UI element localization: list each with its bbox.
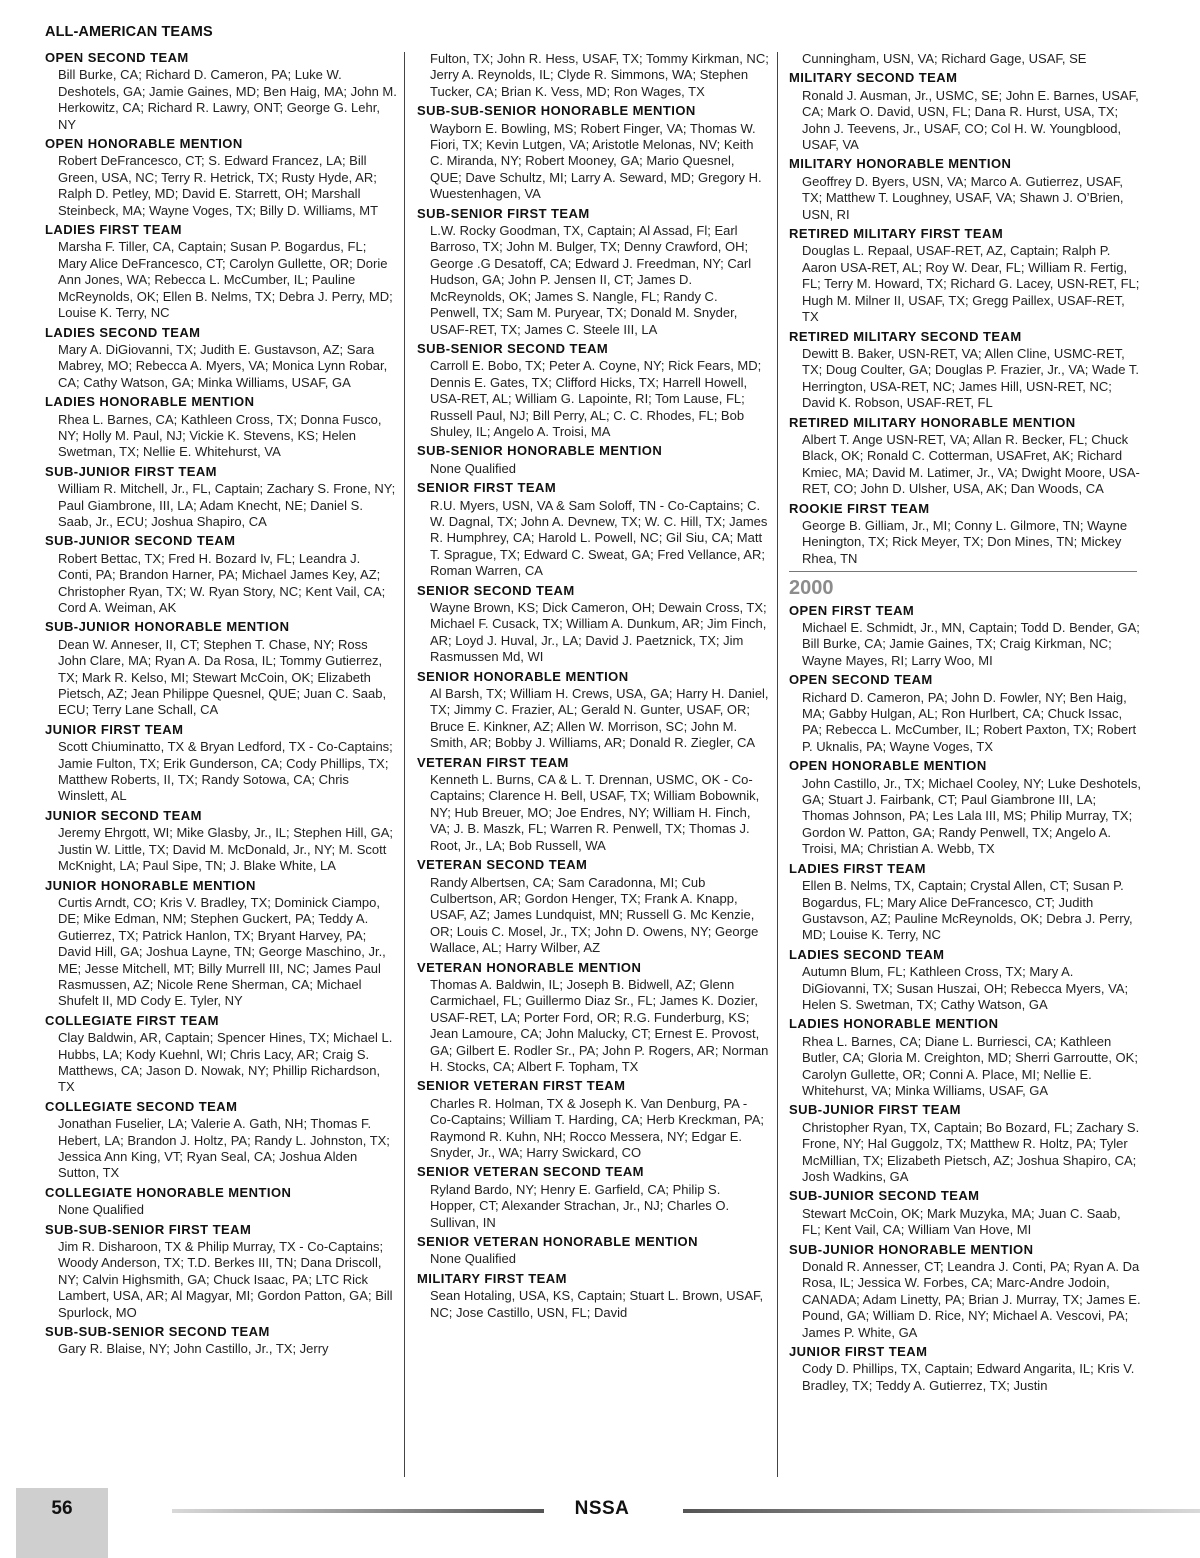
team-title: SENIOR VETERAN FIRST TEAM — [417, 1078, 626, 1094]
team-section — [417, 669, 769, 752]
team-members: Ronald J. Ausman, Jr., USMC, SE; John E. Barnes, USAF, CA; Mark O. David, USN, FL; Dana R. Hurst, USA, TX; John J. Teevens, Jr., USAF, CO; Col H. W. Youngblood, USAF, VA — [802, 87, 1139, 153]
year-divider — [789, 571, 1137, 572]
team-section — [417, 1271, 769, 1321]
team-members: Wayne Brown, KS; Dick Cameron, OH; Dewain Cross, TX; Michael F. Cusack, TX; William A. Dunkum, AR; Jim Finch, AR; Loyd J. Huval, Jr., LA; David J. Paetznick, TX; Jim Rasmussen Md, WI — [430, 600, 767, 665]
team-title: COLLEGIATE FIRST TEAM — [45, 1012, 219, 1028]
team-members: None Qualified — [58, 1202, 144, 1218]
team-title: LADIES SECOND TEAM — [45, 324, 201, 340]
team-members: Fulton, TX; John R. Hess, USAF, TX; Tommy Kirkman, NC; Jerry A. Reynolds, IL; Clyde R. Simmons, WA; Stephen Tucker, CA; Brian K. Vess, MD; Ron Wages, TX — [430, 51, 769, 99]
team-title: LADIES SECOND TEAM — [789, 946, 945, 962]
team-title: LADIES FIRST TEAM — [789, 860, 926, 876]
team-title: OPEN SECOND TEAM — [45, 50, 189, 65]
team-title: LADIES HONORABLE MENTION — [45, 394, 255, 410]
team-section — [789, 1242, 1141, 1341]
team-members: Carroll E. Bobo, TX; Peter A. Coyne, NY; Rick Fears, MD; Dennis E. Gates, TX; Clifford Hicks, TX; Harrell Howell, USA-RET, AL; William G. Lapointe, RI; Tom Lause, FL; Russell Paul, NJ; Bill Perry, AL; C. C. Rhodes, FL; Bob Shuley, IL; Angelo A. Troisi, MA — [430, 358, 762, 439]
team-members: Jeremy Ehrgott, WI; Mike Glasby, Jr., IL; Stephen Hill, GA; Justin W. Little, TX; David M. McDonald, Jr., NY; M. Scott McKnight, LA; Paul Sipe, TN; J. Blake White, LA — [58, 825, 393, 874]
team-title: JUNIOR FIRST TEAM — [45, 721, 184, 737]
team-title: VETERAN SECOND TEAM — [417, 857, 588, 873]
year-heading: 2000 — [789, 577, 834, 600]
team-title: MILITARY HONORABLE MENTION — [789, 156, 1012, 172]
page-number: 56 — [51, 1498, 73, 1519]
team-section — [417, 1078, 769, 1161]
team-members: Cunningham, USN, VA; Richard Gage, USAF, SE — [802, 51, 1087, 66]
team-title: SUB-SENIOR SECOND TEAM — [417, 340, 609, 356]
team-section — [417, 1234, 769, 1268]
team-section — [789, 861, 1141, 944]
team-section — [45, 50, 397, 133]
team-members: Al Barsh, TX; William H. Crews, USA, GA; Harry H. Daniel, TX; Jimmy C. Frazier, AL; Gerald N. Gunter, USAF, OR; Bruce E. Kinkner, AZ; Allen W. Morrison, SC; John M. Smith, AR; Bobby J. Williams, AR; Donald R. Ziegler, CA — [430, 686, 769, 751]
team-section — [45, 619, 397, 718]
team-title: SENIOR FIRST TEAM — [417, 480, 557, 496]
team-title: JUNIOR HONORABLE MENTION — [45, 877, 256, 893]
team-title: SUB-SENIOR FIRST TEAM — [417, 205, 590, 221]
team-section — [417, 960, 769, 1076]
team-section — [45, 808, 397, 875]
team-members: Ellen B. Nelms, TX, Captain; Crystal Allen, CT; Susan P. Bogardus, FL; Mary Alice DeFrancesco, CT; Judith Gustavson, AZ; Pauline McReynolds, OK; Debra J. Perry, MD; Louise K. Terry, NC — [802, 878, 1133, 943]
team-members: Jonathan Fuselier, LA; Valerie A. Gath, NH; Thomas F. Hebert, LA; Brandon J. Holtz, PA; Randy L. Johnston, TX; Jessica Ann King, VT; Ryan Seal, CA; Joshua Alden Sutton, TX — [58, 1116, 390, 1181]
team-members: Gary R. Blaise, NY; John Castillo, Jr., TX; Jerry — [58, 1341, 329, 1357]
team-section — [789, 672, 1141, 755]
team-members: Randy Albertsen, CA; Sam Caradonna, MI; Cub Culbertson, AR; Gordon Henger, TX; Frank A. Knapp, USAF, AZ; James Lundquist, MN; Russell G. Mc Kenzie, OR; Louis C. Mosel, Jr., TX; John D. Owens, NY; George Wallace, AL; Harry Wilber, AZ — [430, 874, 759, 956]
team-members: John Castillo, Jr., TX; Michael Cooley, NY; Luke Deshotels, GA; Stuart J. Fairbank, CT; Paul Giambrone III, LA; Thomas Johnson, PA; Les Lala III, MS; Philip Murray, TX; Gordon W. Patton, GA; Randy Penwell, TX; Angelo A. Troisi, MA; Christian A. Webb, TX — [802, 775, 1141, 857]
team-section — [789, 603, 1141, 670]
team-section — [789, 329, 1141, 412]
team-section — [45, 222, 397, 321]
team-members: Bill Burke, CA; Richard D. Cameron, PA; Luke W. Deshotels, GA; Jamie Gaines, MD; Ben Haig, MA; John M. Herkowitz, CA; Richard R. Lawry, ONT; George G. Lehr, NY — [58, 67, 397, 132]
team-section — [417, 755, 769, 854]
team-title: RETIRED MILITARY SECOND TEAM — [789, 328, 1022, 344]
team-section — [789, 415, 1141, 498]
team-members: Scott Chiuminatto, TX & Bryan Ledford, TX - Co-Captains; Jamie Fulton, TX; Erik Gunderson, CA; Cody Phillips, TX; Matthew Roberts, II, TX; Randy Sotowa, CA; Chris Winslett, AL — [58, 739, 393, 804]
team-title: VETERAN HONORABLE MENTION — [417, 959, 642, 975]
team-section — [789, 758, 1141, 857]
team-title: SENIOR VETERAN HONORABLE MENTION — [417, 1234, 698, 1250]
team-members: R.U. Myers, USN, VA & Sam Soloff, TN - Co-Captains; C. W. Dagnal, TX; John A. Devnew, TX; W. C. Hill, TX; James R. Humphrey, CA; Harold L. Powell, NC; Gil Siu, CA; Matt T. Sprague, TX; Edward C. Sweat, GA; Fred Vellance, AR; Roman Warren, CA — [430, 497, 768, 579]
team-title: VETERAN FIRST TEAM — [417, 754, 569, 770]
team-members: Charles R. Holman, TX & Joseph K. Van Denburg, PA - Co-Captains; William T. Harding, CA; Herb Kreckman, PA; Raymond R. Kuhn, NH; Rocco Messera, NY; Edgar E. Snyder, Jr., WA; Harry Swickard, CO — [430, 1095, 765, 1160]
team-section — [45, 394, 397, 461]
team-section — [45, 722, 397, 805]
team-section — [45, 1013, 397, 1096]
team-title: SUB-JUNIOR FIRST TEAM — [789, 1102, 961, 1118]
team-members: Christopher Ryan, TX, Captain; Bo Bozard, FL; Zachary S. Frone, NY; Hal Guggolz, TX; Matthew R. Holtz, PA; Tyler McMillian, TX; Elizabeth Pietsch, AZ; Joshua Shapiro, CA; Josh Wadkins, GA — [802, 1119, 1140, 1184]
team-members: Clay Baldwin, AR, Captain; Spencer Hines, TX; Michael L. Hubbs, LA; Kody Kuehnl, WI; Chris Lacy, AR; Craig S. Matthews, CA; Jason D. Nowak, NY; Phillip Richardson, TX — [58, 1030, 393, 1095]
team-title: OPEN HONORABLE MENTION — [45, 136, 243, 152]
team-members: Dean W. Anneser, II, CT; Stephen T. Chase, NY; Ross John Clare, MA; Ryan A. Da Rosa, IL; Tommy Gutierrez, TX; Mark R. Kelso, MI; Stewart McCoin, OK; Elizabeth Pietsch, AZ; Jean Philippe Quesnel, QUE; Juan C. Saab, ECU; Terry Lane Schall, CA — [58, 636, 387, 718]
team-section — [417, 51, 769, 100]
team-title: COLLEGIATE HONORABLE MENTION — [45, 1184, 292, 1200]
team-section — [45, 1099, 397, 1182]
team-section — [789, 947, 1141, 1014]
team-members: Sean Hotaling, USA, KS, Captain; Stuart L. Brown, USAF, NC; Jose Castillo, USN, FL; David — [430, 1288, 764, 1320]
team-title: OPEN FIRST TEAM — [789, 602, 915, 618]
footer-rule — [172, 1509, 544, 1513]
footer-brand: NSSA — [574, 1498, 630, 1519]
team-title: SUB-JUNIOR HONORABLE MENTION — [45, 619, 290, 635]
team-title: SENIOR HONORABLE MENTION — [417, 668, 629, 684]
team-section — [417, 206, 769, 338]
column-divider — [404, 52, 405, 1477]
team-section — [789, 1102, 1141, 1185]
team-members: Richard D. Cameron, PA; John D. Fowler, NY; Ben Haig, MA; Gabby Hulgan, AL; Ron Hurlbert, CA; Chuck Issac, PA; Rebecca L. McCumber, IL; Robert Paxton, TX; Robert P. Uknalis, PA; Wayne Voges, TX — [802, 689, 1137, 754]
team-members: Rhea L. Barnes, CA; Kathleen Cross, TX; Donna Fusco, NY; Holly M. Paul, NJ; Vickie K. Stevens, KS; Helen Swetman, TX; Nellie E. Whitehurst, VA — [58, 411, 382, 460]
team-members: Autumn Blum, FL; Kathleen Cross, TX; Mary A. DiGiovanni, TX; Susan Huszai, OH; Rebecca Myers, VA; Helen S. Swetman, TX; Cathy Watson, GA — [802, 964, 1129, 1012]
page-heading: ALL-AMERICAN TEAMS — [45, 24, 213, 40]
team-title: SUB-SENIOR HONORABLE MENTION — [417, 443, 663, 459]
column-2 — [417, 51, 769, 1324]
team-title: MILITARY SECOND TEAM — [789, 70, 958, 86]
team-section — [789, 1344, 1141, 1394]
team-title: JUNIOR FIRST TEAM — [789, 1344, 928, 1360]
team-section — [417, 857, 769, 956]
team-section — [789, 51, 1141, 67]
team-title: JUNIOR SECOND TEAM — [45, 807, 202, 823]
team-members: Curtis Arndt, CO; Kris V. Bradley, TX; Dominick Ciampo, DE; Mike Edman, NM; Stephen Guckert, PA; Teddy A. Gutierrez, TX; Patrick Hanlon, TX; Bryant Harvey, PA; David Hill, GA; Joshua Layne, TN; George Maschino, Jr., ME; Jesse Mitchell, MT; Billy Murrell III, NC; James Paul Rasmussen, AZ; Nicole Rene Sherman, CA; Michael Shufelt II, MD Cody E. Tyler, NY — [58, 894, 386, 1009]
team-title: MILITARY FIRST TEAM — [417, 1270, 567, 1286]
team-members: Albert T. Ange USN-RET, VA; Allan R. Becker, FL; Chuck Black, OK; Ronald C. Cotterman, USAFret, AK; Richard Kmiec, MA; David M. Latimer, Jr., VA; Dwight Moore, USA-RET, CO; John D. Ulsher, USA, AK; Dan Woods, CA — [802, 431, 1140, 497]
footer-rule — [683, 1509, 1200, 1513]
team-members: Donald R. Annesser, CT; Leandra J. Conti, PA; Ryan A. Da Rosa, IL; Jessica W. Forbes, CA; Marc-Andre Jodoin, CANADA; Adam Linetty, PA; Brian J. Murray, TX; James E. Pound, GA; William D. Rice, NY; Michael A. Vescovi, PA; James P. White, GA — [802, 1259, 1141, 1340]
team-section — [789, 226, 1141, 325]
team-section — [45, 464, 397, 531]
team-members: Dewitt B. Baker, USN-RET, VA; Allen Cline, USMC-RET, TX; Doug Coulter, GA; Douglas P. Frazier, Jr., VA; Wade T. Herrington, USA-RET, NC; James Hill, USN-RET, NC; David K. Robson, USAF-RET, FL — [802, 345, 1139, 411]
team-title: SUB-JUNIOR SECOND TEAM — [789, 1188, 980, 1204]
team-section — [789, 1188, 1141, 1238]
team-section — [45, 1324, 397, 1358]
team-members: Michael E. Schmidt, Jr., MN, Captain; Todd D. Bender, GA; Bill Burke, CA; Jamie Gaines, TX; Craig Kirkman, NC; Wayne Mayes, RI; Larry Woo, MI — [802, 620, 1140, 668]
team-title: SENIOR VETERAN SECOND TEAM — [417, 1164, 644, 1180]
team-members: Kenneth L. Burns, CA & L. T. Drennan, USMC, OK - Co-Captains; Clarence H. Bell, USAF, TX; William Bobownik, NY; Hub Breuer, MO; Joe Endres, NY; William H. Finch, VA; J. B. Maszk, FL; Warren R. Penwell, TX; Thomas J. Root, Jr., LA; Bob Russell, WA — [430, 772, 760, 853]
team-title: ROOKIE FIRST TEAM — [789, 500, 930, 516]
team-section — [417, 341, 769, 440]
team-title: SUB-JUNIOR HONORABLE MENTION — [789, 1241, 1034, 1257]
team-members: Wayborn E. Bowling, MS; Robert Finger, VA; Thomas W. Fiori, TX; Kevin Lutgen, VA; Aristotle Melonas, NV; Keith C. Miranda, NY; Robert Mooney, GA; Mario Quesnel, QUE; Dave Schultz, MI; Larry A. Seward, MD; Gregory H. Wuestenhagen, VA — [430, 120, 762, 202]
team-members: Stewart McCoin, OK; Mark Muzyka, MA; Juan C. Saab, FL; Kent Vail, CA; William Van Hove, MI — [802, 1205, 1121, 1238]
team-section — [45, 533, 397, 616]
team-section — [417, 1164, 769, 1231]
team-title: SUB-SUB-SENIOR HONORABLE MENTION — [417, 103, 696, 119]
team-section — [417, 443, 769, 477]
team-section — [45, 1222, 397, 1321]
team-section — [45, 878, 397, 1010]
team-members: Geoffrey D. Byers, USN, VA; Marco A. Gutierrez, USAF, TX; Matthew T. Loughney, USAF, VA; Shawn J. O’Brien, USN, RI — [802, 173, 1124, 222]
team-members: Rhea L. Barnes, CA; Diane L. Burriesci, CA; Kathleen Butler, CA; Gloria M. Creighton, MD; Sherri Garroutte, OK; Carolyn Gullette, OR; Conni A. Place, MI; Nellie E. Whitehurst, VA; Minka Williams, USAF, GA — [802, 1033, 1138, 1098]
team-section — [789, 156, 1141, 223]
team-title: RETIRED MILITARY FIRST TEAM — [789, 226, 1004, 242]
team-members: Robert DeFrancesco, CT; S. Edward Francez, LA; Bill Green, USA, NC; Terry R. Hetrick, TX; Rusty Hyde, AR; Ralph D. Petley, MD; David E. Starrett, OH; Marshall Steinbeck, MA; Wayne Voges, TX; Billy D. Williams, MT — [58, 153, 379, 218]
team-section — [417, 480, 769, 579]
team-members: Marsha F. Tiller, CA, Captain; Susan P. Bogardus, FL; Mary Alice DeFrancesco, CT; Carolyn Gullette, OR; Dorie Ann Jones, WA; Rebecca L. McCumber, IL; Pauline McReynolds, OK; Ellen B. Nelms, TX; Debra J. Perry, MD; Louise K. Terry, NC — [58, 239, 393, 321]
team-section — [789, 1016, 1141, 1099]
team-title: SUB-SUB-SENIOR SECOND TEAM — [45, 1324, 270, 1340]
team-title: LADIES FIRST TEAM — [45, 222, 182, 238]
team-members: Douglas L. Repaal, USAF-RET, AZ, Captain; Ralph P. Aaron USA-RET, AL; Roy W. Dear, FL; William R. Fertig, FL; Terry M. Howard, TX; Richard G. Lacey, USN-RET, FL; Hugh M. Milner II, USAF, TX; Gregg Paillex, USAF-RET, TX — [802, 243, 1140, 325]
team-section — [45, 325, 397, 392]
column-1 — [45, 50, 397, 1361]
team-title: RETIRED MILITARY HONORABLE MENTION — [789, 414, 1076, 430]
team-title: SENIOR SECOND TEAM — [417, 582, 575, 598]
team-members: Thomas A. Baldwin, IL; Joseph B. Bidwell, AZ; Glenn Carmichael, FL; Guillermo Diaz Sr., FL; James K. Dozier, USAF-RET, LA; Porter Ford, OR; R.G. Funderburg, KS; Jean Lamoure, CA; John Malucky, CT; Ernest E. Provost, GA; Gilbert E. Rodler Sr., PA; John P. Rogers, AR; Norman H. Stocks, CA; Albert F. Topham, TX — [430, 976, 769, 1074]
team-title: OPEN SECOND TEAM — [789, 672, 933, 688]
team-members: Jim R. Disharoon, TX & Philip Murray, TX - Co-Captains; Woody Anderson, TX; T.D. Berkes III, TN; Dana Driscoll, NY; Calvin Highsmith, GA; Chuck Isaac, PA; LTC Rick Lambert, USA, AR; Al Magyar, MI; Gordon Patton, GA; Bill Spurlock, MO — [58, 1239, 393, 1320]
team-section — [45, 136, 397, 219]
team-members: None Qualified — [430, 460, 516, 476]
team-members: L.W. Rocky Goodman, TX, Captain; Al Assad, Fl; Earl Barroso, TX; John M. Bulger, TX; Denny Crawford, OH; George .G Desatoff, CA; Edward J. Freedman, NY; Carl Hudson, GA; John P. Jensen II, CT; James D. McReynolds, OK; James S. Nangle, FL; Randy C. Penwell, TX; Sam M. Puryear, TX; Donald M. Snyder, USAF-RET, TX; James C. Steele III, LA — [430, 223, 752, 337]
team-title: OPEN HONORABLE MENTION — [789, 758, 987, 774]
team-members: Cody D. Phillips, TX, Captain; Edward Angarita, IL; Kris V. Bradley, TX; Teddy A. Gutierrez, TX; Justin — [802, 1361, 1135, 1393]
team-section — [789, 70, 1141, 153]
team-members: William R. Mitchell, Jr., FL, Captain; Zachary S. Frone, NY; Paul Giambrone, III, LA; Adam Knecht, NE; Daniel S. Saab, Jr., ECU; Joshua Shapiro, CA — [58, 481, 396, 529]
team-title: SUB-JUNIOR SECOND TEAM — [45, 533, 236, 549]
team-section — [789, 501, 1141, 568]
team-title: LADIES HONORABLE MENTION — [789, 1016, 999, 1032]
team-section — [417, 583, 769, 666]
column-divider — [777, 52, 778, 1477]
team-section — [417, 103, 769, 202]
team-members: Mary A. DiGiovanni, TX; Judith E. Gustavson, AZ; Sara Mabrey, MO; Rebecca A. Myers, VA; Monica Lynn Robar, CA; Cathy Watson, GA; Minka Williams, USAF, GA — [58, 341, 388, 390]
column-3 — [789, 51, 1141, 1397]
team-members: Robert Bettac, TX; Fred H. Bozard Iv, FL; Leandra J. Conti, PA; Brandon Harner, PA; Michael James Key, AZ; Christopher Ryan, TX; W. Ryan Story, NC; Kent Vail, CA; Cord A. Weiman, AK — [58, 550, 386, 615]
team-section — [45, 1185, 397, 1219]
team-members: George B. Gilliam, Jr., MI; Conny L. Gilmore, TN; Wayne Henington, TX; Rick Meyer, TX; Don Mines, TN; Mickey Rhea, TN — [802, 517, 1128, 566]
team-title: SUB-JUNIOR FIRST TEAM — [45, 463, 217, 479]
team-title: COLLEGIATE SECOND TEAM — [45, 1098, 238, 1114]
team-members: Ryland Bardo, NY; Henry E. Garfield, CA; Philip S. Hopper, CT; Alexander Strachan, Jr., NJ; Charles O. Sullivan, IN — [430, 1181, 730, 1230]
team-title: SUB-SUB-SENIOR FIRST TEAM — [45, 1221, 252, 1237]
team-members: None Qualified — [430, 1251, 516, 1267]
